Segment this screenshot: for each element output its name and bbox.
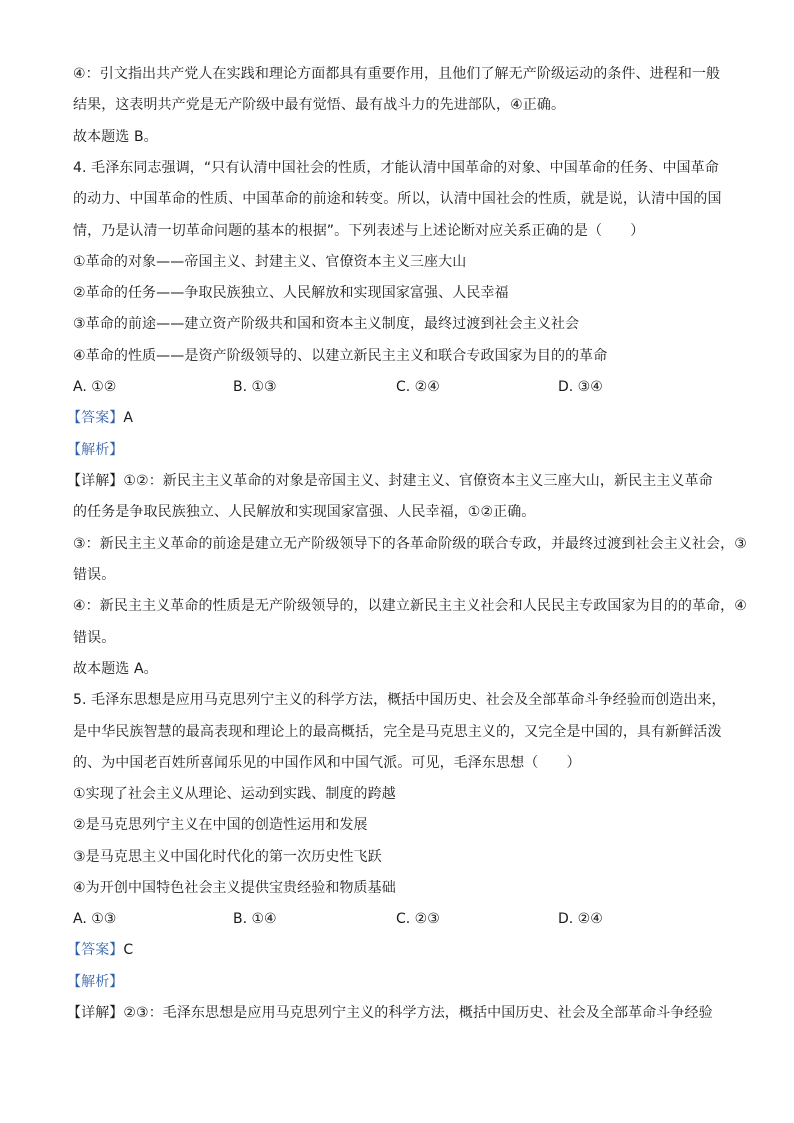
answer-tag: 【答案】 bbox=[67, 410, 124, 426]
answer-tag: 【答案】 bbox=[67, 942, 124, 958]
text-line: 错误。 bbox=[73, 567, 116, 583]
option-d: D. ③④ bbox=[558, 379, 603, 395]
question-5-stem: 5. 毛泽东思想是应用马克思列宁主义的科学方法，概括中国历史、社会及全部革命斗争经验而创造出来， bbox=[73, 692, 726, 708]
option-b: B. ①④ bbox=[233, 911, 277, 927]
question-4-stem: 的动力、中国革命的性质、中国革命的前途和转变。所以，认清中国社会的性质，就是说，认清中国的国 bbox=[73, 191, 722, 207]
analysis-tag: 【解析】 bbox=[67, 974, 124, 990]
option-a: A. ①③ bbox=[73, 911, 117, 927]
text-line: ④：新民主主义革命的性质是无产阶级领导的，以建立新民主主义社会和人民民主专政国家为目的的革命，④ bbox=[73, 598, 747, 614]
option-b: B. ①③ bbox=[233, 379, 277, 395]
question-5-stem: 的、为中国老百姓所喜闻乐见的中国作风和中国气派。可见，毛泽东思想（ ） bbox=[73, 755, 581, 771]
answer-value: C bbox=[123, 942, 134, 958]
text-line: 故本题选 B。 bbox=[73, 129, 158, 145]
answer-value: A bbox=[123, 410, 134, 426]
option-d: D. ②④ bbox=[558, 911, 603, 927]
text-line: 故本题选 A。 bbox=[73, 661, 158, 677]
option-c: C. ②④ bbox=[396, 379, 440, 395]
question-5-options bbox=[73, 909, 733, 929]
question-4-item: ④革命的性质——是资产阶级领导的、以建立新民主主义和联合专政国家为目的的革命 bbox=[73, 348, 608, 364]
question-4-stem: 情，乃是认清一切革命问题的基本的根据”。下列表述与上述论断对应关系正确的是（ ） bbox=[73, 223, 645, 239]
text-line: 的任务是争取民族独立、人民解放和实现国家富强、人民幸福，①②正确。 bbox=[73, 504, 536, 520]
answer-line bbox=[67, 940, 133, 960]
question-5-stem: 是中华民族智慧的最高表现和理论上的最高概括，完全是马克思主义的，又完全是中国的，具有新鲜活泼 bbox=[73, 724, 722, 740]
question-5-item: ③是马克思主义中国化时代化的第一次历史性飞跃 bbox=[73, 849, 382, 865]
detail-tag: 【详解】 bbox=[67, 1005, 124, 1021]
option-a: A. ①② bbox=[73, 379, 117, 395]
detail-line: 【详解】①②：新民主主义革命的对象是帝国主义、封建主义、官僚资本主义三座大山，新民主主义革命 bbox=[67, 473, 713, 489]
text-line: ④：引文指出共产党人在实践和理论方面都具有重要作用，且他们了解无产阶级运动的条件、进程和一般 bbox=[73, 66, 721, 82]
option-c: C. ②③ bbox=[396, 911, 440, 927]
question-5-item: ②是马克思列宁主义在中国的创造性运用和发展 bbox=[73, 817, 368, 833]
detail-line: 【详解】②③：毛泽东思想是应用马克思列宁主义的科学方法，概括中国历史、社会及全部革命斗争经验 bbox=[67, 1005, 713, 1021]
text-line: ③：新民主主义革命的前途是建立无产阶级领导下的各革命阶级的联合专政，并最终过渡到社会主义社会，③ bbox=[73, 536, 747, 552]
answer-line bbox=[67, 408, 133, 428]
question-4-stem: 4. 毛泽东同志强调，“只有认清中国社会的性质，才能认清中国革命的对象、中国革命的任务、中国革命 bbox=[73, 160, 719, 176]
question-4-item: ②革命的任务——争取民族独立、人民解放和实现国家富强、人民幸福 bbox=[73, 285, 509, 301]
text-line: 错误。 bbox=[73, 630, 116, 646]
question-4-options bbox=[73, 377, 733, 397]
text-line: 结果，这表明共产党是无产阶级中最有觉悟、最有战斗力的先进部队，④正确。 bbox=[73, 97, 566, 113]
question-4-item: ③革命的前途——建立资产阶级共和国和资本主义制度，最终过渡到社会主义社会 bbox=[73, 316, 580, 332]
question-5-item: ④为开创中国特色社会主义提供宝贵经验和物质基础 bbox=[73, 880, 396, 896]
detail-tag: 【详解】 bbox=[67, 473, 124, 489]
question-5-item: ①实现了社会主义从理论、运动到实践、制度的跨越 bbox=[73, 786, 396, 802]
analysis-tag: 【解析】 bbox=[67, 442, 124, 458]
question-4-item: ①革命的对象——帝国主义、封建主义、官僚资本主义三座大山 bbox=[73, 254, 467, 270]
